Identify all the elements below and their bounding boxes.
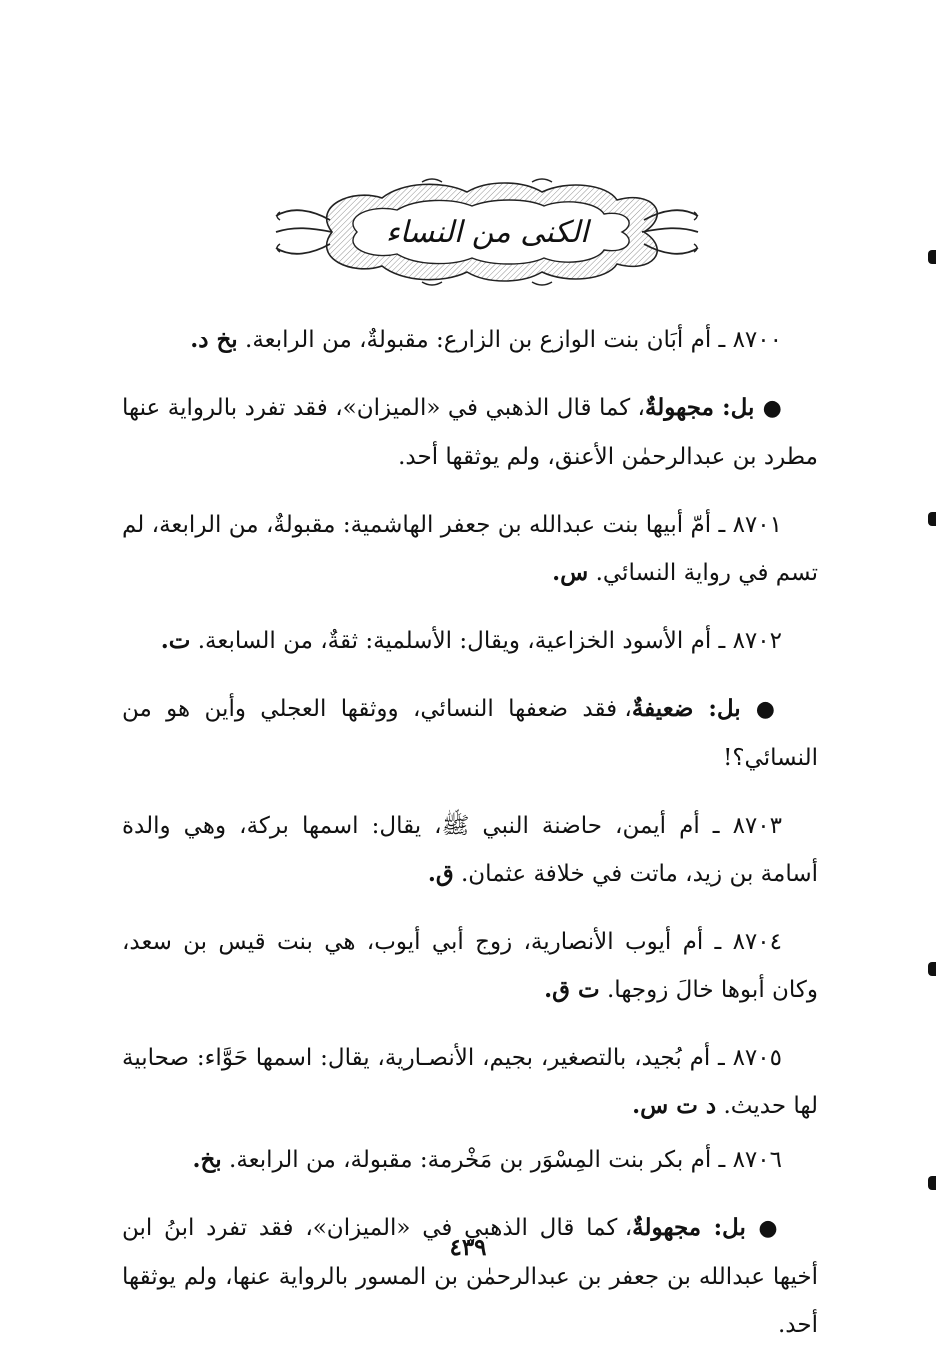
entries-list: [122, 316, 818, 1369]
entry-text: ٨٧٠٠ ـ أم أبَان بنت الوازع بن الزارع: مقبولةٌ، من الرابعة.: [237, 327, 782, 353]
entry-bold-text: بل: ضعيفةٌ: [631, 695, 756, 722]
bullet-icon: ●: [755, 697, 782, 722]
entry-text: ، كما قال الذهبي في «الميزان»، فقد تفرد ابنُ ابن أخيها عبدالله بن جعفر بن عبدالرحمٰن بن المسور بالرواية عنها، ولم يوثقها أحد.: [122, 1215, 818, 1338]
entry-text: ، كما قال الذهبي في «الميزان»، فقد تفرد بالرواية عنها مطرد بن عبدالرحمٰن الأعنق، ولم يوثقها أحد.: [122, 395, 818, 470]
page-edge-mark: [928, 512, 936, 526]
entry-paragraph: [122, 501, 818, 597]
entry-text: ٨٧٠٢ ـ أم الأسود الخزاعية، ويقال: الأسلمية: ثقةٌ، من السابعة.: [190, 628, 782, 654]
commentary-paragraph: [122, 384, 818, 481]
entry-bold-text: بخ د.: [190, 326, 238, 353]
page-number: ٤٣٩: [449, 1234, 487, 1261]
page-edge-mark: [928, 962, 936, 976]
bullet-icon: ●: [762, 396, 782, 421]
section-title: الكنى من النساء: [385, 214, 589, 250]
entry-text: ، فقد ضعفها النسائي، ووثقها العجلي وأين هو من النسائي؟!: [122, 696, 818, 771]
page-edge-mark: [928, 1176, 936, 1190]
entry-paragraph: [122, 316, 818, 364]
entry-text: ٨٧٠٦ ـ أم بكر بنت المِسْوَر بن مَخْرمة: مقبولة، من الرابعة.: [221, 1147, 782, 1173]
commentary-paragraph: [122, 1204, 818, 1349]
entry-text: ٨٧٠٣ ـ أم أيمن، حاضنة النبي ﷺ، يقال: اسمها بركة، وهي والدة أسامة بن زيد، ماتت في خلافة عثمان.: [122, 813, 818, 887]
entry-paragraph: [122, 1136, 818, 1184]
entry-text: ٨٧٠٤ ـ أم أيوب الأنصارية، زوج أبي أيوب، هي بنت قيس بن سعد، وكان أبوها خالَ زوجها.: [122, 929, 818, 1003]
commentary-paragraph: [122, 685, 818, 782]
entry-paragraph: [122, 918, 818, 1014]
entry-bold-text: ت.: [160, 627, 191, 654]
entry-bold-text: بل: مجهولةٌ: [644, 394, 763, 421]
entry-paragraph: [122, 802, 818, 898]
entry-bold-text: ت ق.: [544, 976, 600, 1003]
entry-bold-text: بل: مجهولةٌ: [632, 1214, 759, 1241]
entry-paragraph: [122, 1034, 818, 1130]
entry-text: ٨٧٠١ ـ أمّ أبيها بنت عبدالله بن جعفر الهاشمية: مقبولةٌ، من الرابعة، لم تسم في رواية النسائي.: [122, 512, 818, 586]
entry-paragraph: [122, 617, 818, 665]
entry-bold-text: د ت س.: [632, 1092, 717, 1119]
page-edge-mark: [928, 250, 936, 264]
entry-bold-text: بخ.: [192, 1146, 222, 1173]
entry-text: ٨٧٠٥ ـ أم بُجيد، بالتصغير، بجيم، الأنصـارية، يقال: اسمها حَوَّاء: صحابية لها حديث.: [122, 1045, 818, 1119]
entry-bold-text: ق.: [427, 860, 454, 887]
bullet-icon: ●: [758, 1216, 782, 1241]
entry-bold-text: س.: [552, 559, 589, 586]
